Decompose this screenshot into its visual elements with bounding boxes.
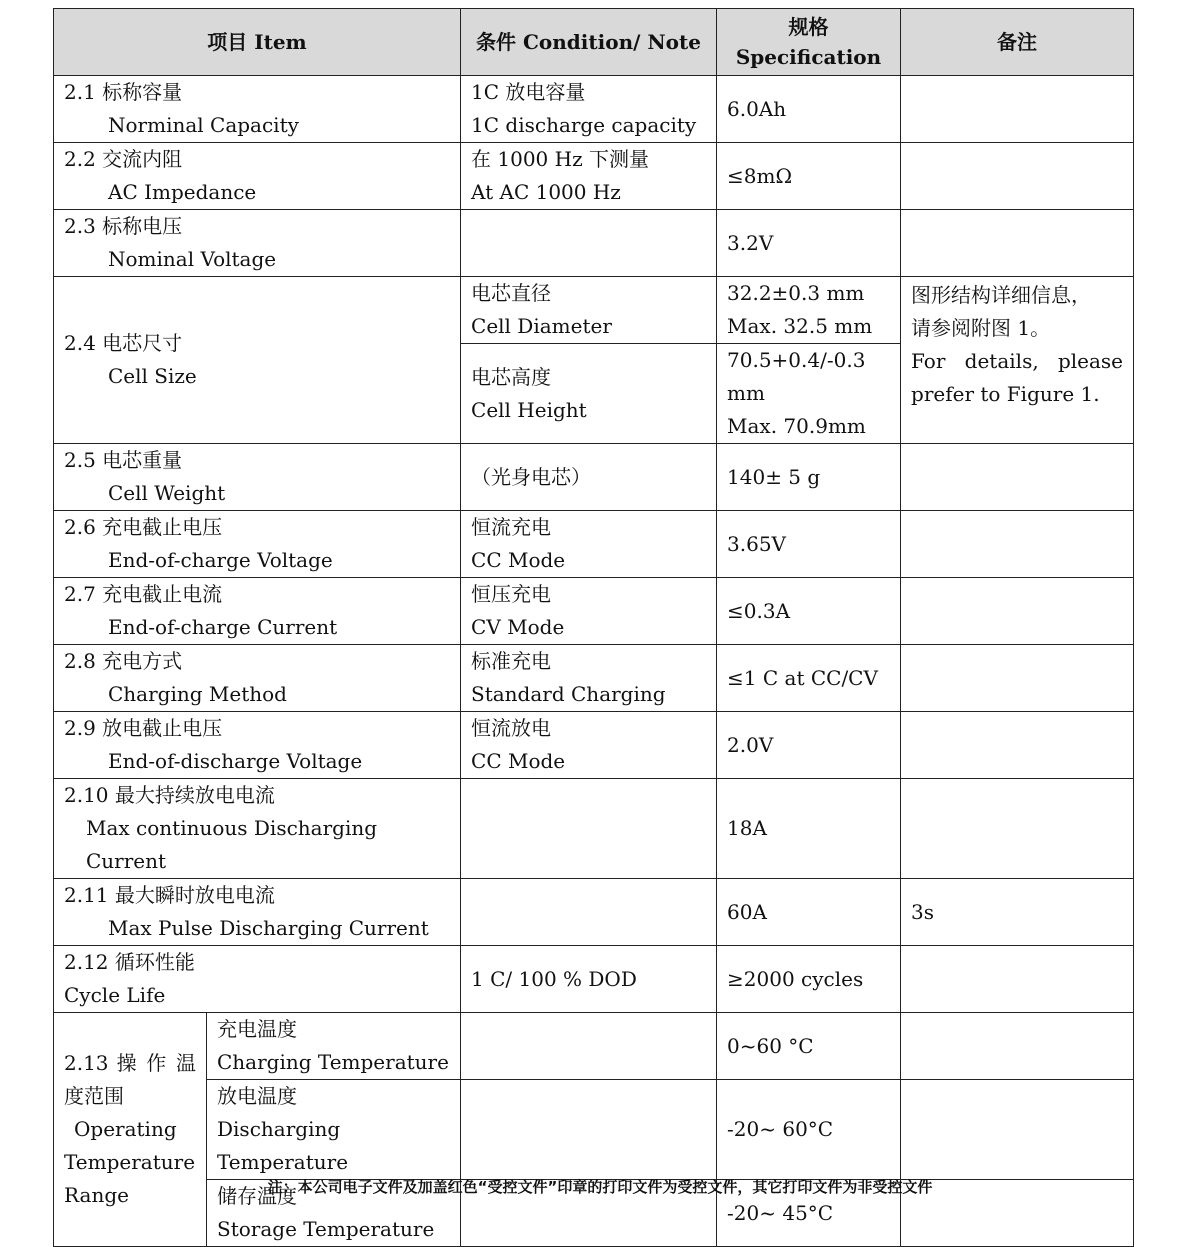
item-en: Cell Size — [108, 364, 197, 388]
table-row — [54, 779, 1134, 879]
remark-cell — [901, 946, 1134, 1013]
remark-cell — [901, 277, 1134, 444]
item-cn: 2.1 标称容量 — [64, 80, 183, 104]
item-cn: 2.2 交流内阻 — [64, 147, 183, 171]
item-en: AC Impedance — [108, 180, 257, 204]
item-en: Max continuous Discharging Current — [86, 816, 378, 873]
subitem-en: Charging Temperature — [217, 1050, 449, 1074]
item-cell — [54, 76, 461, 143]
table-row — [54, 578, 1134, 645]
condition-cell — [461, 143, 717, 210]
item-cn: 2.9 放电截止电压 — [64, 716, 223, 740]
item-cell — [54, 578, 461, 645]
condition-en: Cell Height — [471, 397, 587, 422]
subitem-en: Storage Temperature — [217, 1217, 435, 1241]
remark-cell — [901, 645, 1134, 712]
remark-cell — [901, 712, 1134, 779]
spec-cell: ≥2000 cycles — [717, 946, 901, 1013]
header-spec-en: Specification — [735, 45, 882, 69]
item-cn: 2.6 充电截止电压 — [64, 515, 223, 539]
condition-cn: 在 1000 Hz 下测量 — [471, 147, 649, 171]
remark-line: 请参阅附图 1。 — [911, 316, 1051, 340]
table-row — [54, 76, 1134, 143]
condition-cn: 电芯高度 — [471, 364, 552, 389]
remark-line: 图形结构详细信息， — [911, 283, 1092, 307]
spec-cell: ≤0.3A — [717, 578, 901, 645]
item-cn: 2.4 电芯尺寸 — [64, 331, 183, 355]
header-condition: 条件 Condition/ Note — [461, 9, 717, 76]
subitem-cn: 储存温度 — [217, 1184, 297, 1208]
spec-cell: 18A — [717, 779, 901, 879]
remark-line: prefer to Figure 1. — [911, 382, 1100, 406]
item-cn: 2.12 循环性能 — [64, 950, 195, 974]
item-cn: 2.8 充电方式 — [64, 649, 183, 673]
table-row — [54, 712, 1134, 779]
spec-cell: 60A — [717, 879, 901, 946]
item-en: End-of-charge Voltage — [108, 548, 333, 572]
spec-cell — [717, 277, 901, 344]
condition-cell — [461, 879, 717, 946]
table-header-row — [54, 9, 1134, 76]
item-cell — [54, 143, 461, 210]
item-cn: 2.10 最大持续放电电流 — [64, 783, 275, 807]
condition-cell — [461, 76, 717, 143]
spec-cell — [717, 344, 901, 444]
condition-en: CV Mode — [471, 615, 565, 639]
remark-cell — [901, 1080, 1134, 1180]
condition-cn: 恒流充电 — [471, 515, 552, 539]
item-en: Nominal Voltage — [108, 247, 277, 271]
remark-cell — [901, 511, 1134, 578]
condition-cell — [461, 712, 717, 779]
condition-en: CC Mode — [471, 548, 566, 572]
table-row — [54, 210, 1134, 277]
table-row — [54, 879, 1134, 946]
spec-cell: 6.0Ah — [717, 76, 901, 143]
item-en: Norminal Capacity — [108, 113, 299, 137]
item-en: Cell Weight — [108, 481, 226, 505]
spec-cell: 3.2V — [717, 210, 901, 277]
spec-cell: ≤8mΩ — [717, 143, 901, 210]
item-en: End-of-charge Current — [108, 615, 338, 639]
spec-table — [53, 8, 1134, 1247]
condition-en: Standard Charging — [471, 682, 666, 706]
item-line: Temperature — [64, 1150, 196, 1174]
condition-en: Cell Diameter — [471, 314, 612, 338]
condition-cell — [461, 277, 717, 344]
condition-cell — [461, 645, 717, 712]
condition-cell — [461, 511, 717, 578]
remark-cell — [901, 779, 1134, 879]
table-row-temperature — [54, 1013, 1134, 1080]
condition-cell — [461, 578, 717, 645]
remark-cell — [901, 578, 1134, 645]
spec-cell: 2.0V — [717, 712, 901, 779]
table-row — [54, 143, 1134, 210]
condition-cell — [461, 344, 717, 444]
condition-cn: 恒流放电 — [471, 716, 552, 740]
spec-cell: ≤1 C at CC/CV — [717, 645, 901, 712]
remark-line: For details, please — [911, 349, 1124, 373]
condition-cell — [461, 779, 717, 879]
item-line: Operating — [74, 1117, 177, 1141]
item-cn: 2.7 充电截止电流 — [64, 582, 223, 606]
remark-cell: 3s — [901, 879, 1134, 946]
subitem-cell — [207, 1080, 461, 1180]
item-cell — [54, 511, 461, 578]
remark-cell — [901, 76, 1134, 143]
item-line: 度范围 — [64, 1084, 124, 1108]
table-row — [54, 645, 1134, 712]
spec-line: Max. 32.5 mm — [727, 314, 873, 338]
condition-cell — [461, 210, 717, 277]
item-en: Max Pulse Discharging Current — [108, 916, 429, 940]
condition-cell — [461, 1013, 717, 1080]
item-cn: 2.3 标称电压 — [64, 214, 183, 238]
header-remark: 备注 — [901, 9, 1134, 76]
table-row — [54, 511, 1134, 578]
condition-cell — [461, 1080, 717, 1180]
item-cell — [54, 210, 461, 277]
spec-line: 70.5+0.4/-0.3 mm — [727, 348, 866, 405]
condition-en: 1C discharge capacity — [471, 113, 697, 137]
condition-cn: 1C 放电容量 — [471, 80, 586, 104]
footnote: 注：本公司电子文件及加盖红色“受控文件”印章的打印文件为受控文件，其它打印文件为非受控文件 — [267, 1178, 933, 1196]
item-cell — [54, 712, 461, 779]
condition-en: CC Mode — [471, 749, 566, 773]
item-cn: 2.5 电芯重量 — [64, 448, 183, 472]
subitem-en: Discharging Temperature — [217, 1117, 349, 1174]
subitem-cell — [207, 1013, 461, 1080]
remark-cell — [901, 210, 1134, 277]
item-cell-temperature — [54, 1013, 207, 1247]
table-row — [54, 946, 1134, 1013]
table-row-temperature — [54, 1080, 1134, 1180]
spec-cell: 140± 5 g — [717, 444, 901, 511]
spec-cell: 0~60 °C — [717, 1013, 901, 1080]
condition-cn: 标准充电 — [471, 649, 552, 673]
remark-cell — [901, 143, 1134, 210]
spec-cell: -20~ 60°C — [717, 1080, 901, 1180]
header-specification — [717, 9, 901, 76]
item-en: Cycle Life — [64, 983, 166, 1007]
item-cell — [54, 277, 461, 444]
remark-cell — [901, 1013, 1134, 1080]
item-cell — [54, 444, 461, 511]
item-cell — [54, 645, 461, 712]
item-cell — [54, 779, 461, 879]
header-spec-cn: 规格 — [788, 15, 829, 39]
spec-line: 32.2±0.3 mm — [727, 281, 865, 305]
remark-cell — [901, 444, 1134, 511]
item-cn: 2.11 最大瞬时放电电流 — [64, 883, 275, 907]
subitem-cn: 放电温度 — [217, 1084, 297, 1108]
condition-cell: （光身电芯） — [461, 444, 717, 511]
subitem-cn: 充电温度 — [217, 1017, 297, 1041]
condition-cell: 1 C/ 100 % DOD — [461, 946, 717, 1013]
condition-en: At AC 1000 Hz — [471, 180, 621, 204]
item-en: Charging Method — [108, 682, 287, 706]
condition-cn: 电芯直径 — [471, 281, 552, 305]
table-row — [54, 444, 1134, 511]
item-en: End-of-discharge Voltage — [108, 749, 363, 773]
table-row-cell-size — [54, 277, 1134, 344]
item-cell — [54, 879, 461, 946]
spec-cell: -20~ 45°C — [717, 1180, 901, 1247]
spec-cell: 3.65V — [717, 511, 901, 578]
item-cell — [54, 946, 461, 1013]
item-line: 2.13 操 作 温 — [64, 1051, 196, 1075]
condition-cn: 恒压充电 — [471, 582, 552, 606]
header-item: 项目 Item — [54, 9, 461, 76]
item-line: Range — [64, 1183, 129, 1207]
spec-line: Max. 70.9mm — [727, 414, 866, 438]
